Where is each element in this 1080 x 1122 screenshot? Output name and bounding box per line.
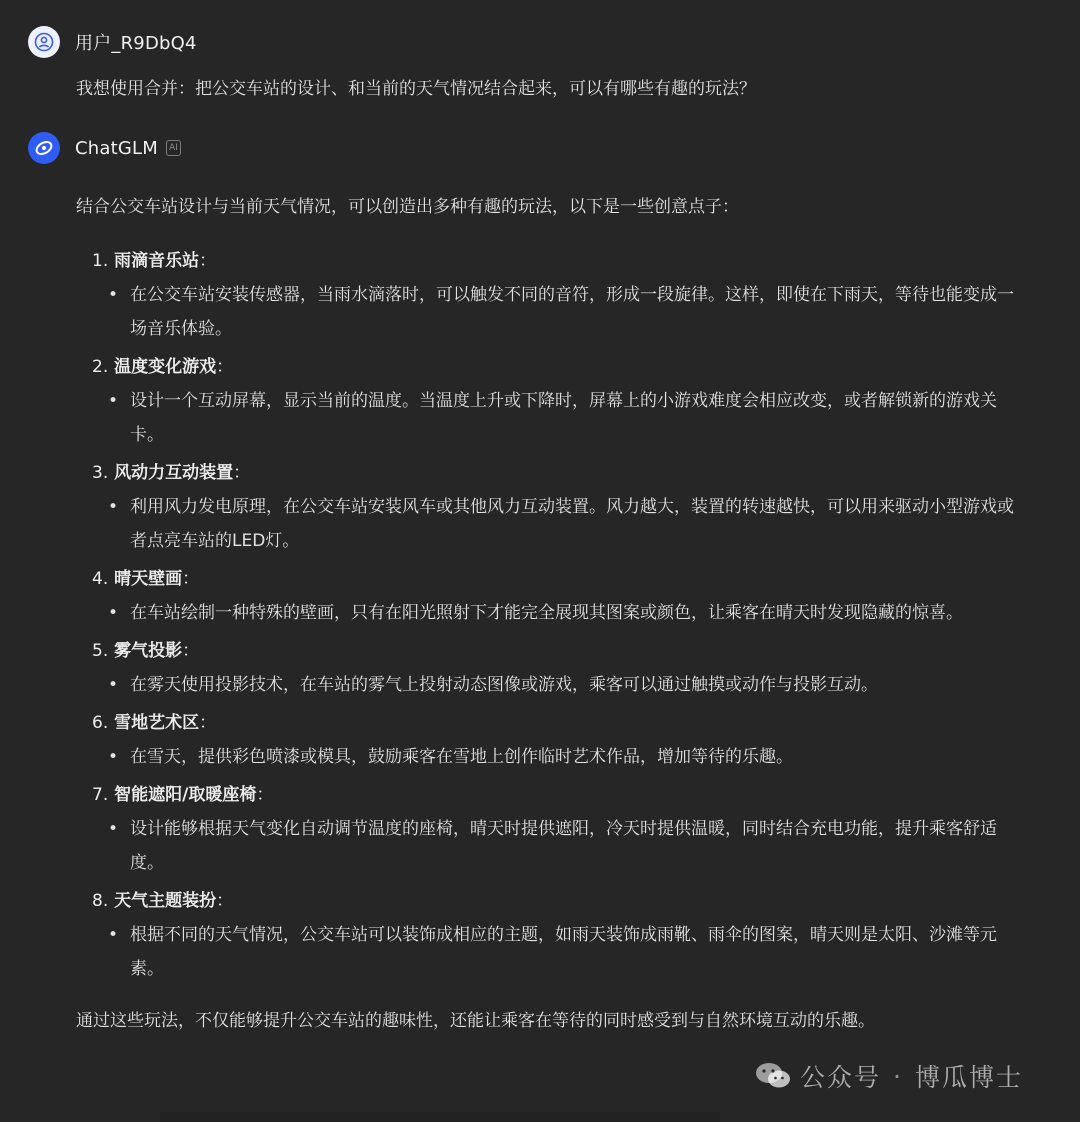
idea-detail-list [92,918,1026,986]
idea-item [92,456,1026,558]
idea-colon: ： [182,641,200,661]
idea-heading [92,244,1026,278]
idea-title: 温度变化游戏 [114,357,217,377]
idea-detail-list [92,596,1026,630]
ai-badge: AI [166,140,181,156]
idea-heading [92,350,1026,384]
idea-item [92,244,1026,346]
idea-heading [92,634,1026,668]
bullet-icon: • [108,497,119,517]
idea-colon: ： [256,785,274,805]
idea-detail-list [92,490,1026,558]
user-message-text: 我想使用合并：把公交车站的设计、和当前的天气情况结合起来，可以有哪些有趣的玩法？ [76,79,756,99]
idea-detail [108,740,1026,774]
idea-number: 3. [92,463,109,483]
idea-heading [92,562,1026,596]
assistant-avatar[interactable] [28,132,60,164]
chatglm-logo-icon [33,137,55,159]
idea-item [92,350,1026,452]
idea-detail [108,278,1026,346]
idea-title: 风动力互动装置 [114,463,234,483]
user-circle-icon [34,32,54,52]
idea-item [92,884,1026,986]
assistant-name: ChatGLM [75,137,158,159]
idea-colon: ： [216,891,234,911]
bullet-icon: • [108,603,119,623]
assistant-message-header [28,132,181,164]
idea-detail-list [92,278,1026,346]
bullet-icon: • [108,747,119,767]
idea-title: 天气主题装扮 [114,891,217,911]
bullet-icon: • [108,819,119,839]
idea-item [92,778,1026,880]
user-avatar[interactable] [28,26,60,58]
idea-title: 雪地艺术区 [114,713,200,733]
bullet-icon: • [108,285,119,305]
idea-detail-list [92,384,1026,452]
idea-title: 雾气投影 [114,641,183,661]
idea-number: 4. [92,569,109,589]
idea-colon: ： [216,357,234,377]
idea-title: 雨滴音乐站 [114,251,200,271]
idea-detail [108,668,1026,702]
idea-item [92,706,1026,774]
idea-heading [92,884,1026,918]
idea-detail-text: 在雪天，提供彩色喷漆或模具，鼓励乘客在雪地上创作临时艺术作品，增加等待的乐趣。 [130,747,793,767]
idea-title: 智能遮阳/取暖座椅 [114,785,257,805]
idea-number: 2. [92,357,109,377]
ideas-list [76,244,1026,986]
answer-outro: 通过这些玩法，不仅能够提升公交车站的趣味性，还能让乘客在等待的同时感受到与自然环境互动的乐趣。 [76,1011,875,1031]
idea-heading [92,778,1026,812]
idea-title: 晴天壁画 [114,569,183,589]
bullet-icon: • [108,391,119,411]
idea-colon: ： [182,569,200,589]
idea-colon: ： [199,713,217,733]
idea-colon: ： [199,251,217,271]
bullet-icon: • [108,925,119,945]
idea-number: 5. [92,641,109,661]
watermark-separator: · [893,1061,903,1091]
idea-detail [108,384,1026,452]
assistant-answer [76,190,1026,1038]
idea-heading [92,706,1026,740]
wechat-icon [754,1061,792,1091]
idea-detail [108,490,1026,558]
idea-detail [108,918,1026,986]
idea-heading [92,456,1026,490]
idea-detail-text: 设计能够根据天气变化自动调节温度的座椅，晴天时提供遮阳，冷天时提供温暖，同时结合充电功能，提升乘客舒适度。 [130,819,997,873]
idea-detail-text: 在车站绘制一种特殊的壁画，只有在阳光照射下才能完全展现其图案或颜色，让乘客在晴天时发现隐藏的惊喜。 [130,603,963,623]
idea-number: 6. [92,713,109,733]
idea-detail-text: 设计一个互动屏幕，显示当前的温度。当温度上升或下降时，屏幕上的小游戏难度会相应改变，或者解锁新的游戏关卡。 [130,391,997,445]
idea-detail-text: 根据不同的天气情况，公交车站可以装饰成相应的主题，如雨天装饰成雨靴、雨伞的图案，晴天则是太阳、沙滩等元素。 [130,925,997,979]
user-message-header [28,26,197,58]
idea-detail [108,596,1026,630]
bottom-edge-shadow [160,1112,720,1122]
idea-detail-text: 在公交车站安装传感器，当雨水滴落时，可以触发不同的音符，形成一段旋律。这样，即使在下雨天，等待也能变成一场音乐体验。 [130,285,1014,339]
watermark-right: 博瓜博士 [914,1063,1023,1092]
idea-detail-list [92,668,1026,702]
idea-detail-text: 利用风力发电原理，在公交车站安装风车或其他风力互动装置。风力越大，装置的转速越快，可以用来驱动小型游戏或者点亮车站的LED灯。 [130,497,1014,551]
answer-intro: 结合公交车站设计与当前天气情况，可以创造出多种有趣的玩法，以下是一些创意点子： [76,197,739,217]
idea-colon: ： [233,463,251,483]
idea-item [92,634,1026,702]
watermark-left: 公众号 [800,1063,882,1092]
idea-detail-list [92,740,1026,774]
idea-detail [108,812,1026,880]
idea-item [92,562,1026,630]
idea-number: 1. [92,251,109,271]
idea-number: 7. [92,785,109,805]
idea-number: 8. [92,891,109,911]
user-name: 用户_R9DbQ4 [75,33,197,54]
idea-detail-list [92,812,1026,880]
watermark [754,1058,1023,1094]
bullet-icon: • [108,675,119,695]
idea-detail-text: 在雾天使用投影技术，在车站的雾气上投射动态图像或游戏，乘客可以通过触摸或动作与投影互动。 [130,675,878,695]
